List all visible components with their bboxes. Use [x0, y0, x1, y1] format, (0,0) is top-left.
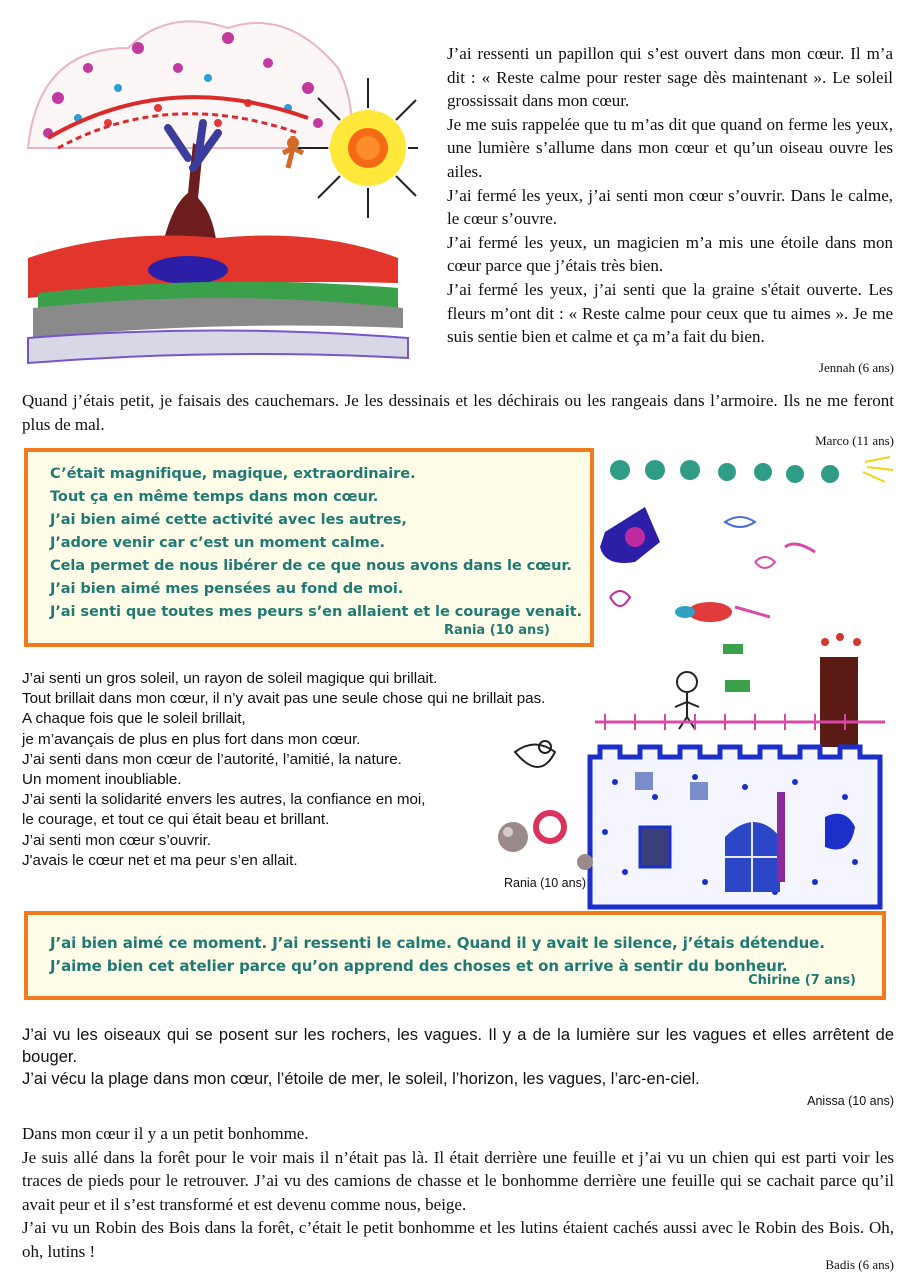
rania-line: le courage, et tout ce qui était beau et brillant. [22, 811, 330, 829]
rania-box-line: J’adore venir car c’est un moment calme. [50, 534, 385, 551]
rania-line: Tout brillait dans mon cœur, il n’y avait pas une seule chose qui ne brillait pas. [22, 690, 546, 708]
drawing-castle [495, 452, 895, 912]
rania-text-author: Rania (10 ans) [504, 876, 586, 890]
rania-box-line: J’ai senti que toutes mes peurs s’en allaient et le courage venait. [50, 603, 582, 620]
rania-line: Un moment inoubliable. [22, 771, 182, 789]
chirine-box-author: Chirine (7 ans) [748, 973, 856, 988]
badis-author: Badis (6 ans) [825, 1257, 894, 1272]
rania-box-line: J’ai bien aimé mes pensées au fond de moi. [50, 580, 404, 597]
jennah-paragraph: J’ai fermé les yeux, j’ai senti que la graine s'était ouverte. Les fleurs m’ont dit : « Reste calme pour ceux que tu aimes ». Je me suis sentie bien et calme et ça m’a fait du bien. [447, 279, 893, 347]
badis-paragraph: Je suis allé dans la forêt pour le voir mais il n’était pas là. Il était derrière une feuille et j’ai vu un chien qui est parti voir les traces de pieds pour le retrouver. J’ai vu des camions de chasse et le bonhomme derrière une feuille qui se cachait parce qu’il avait peur et il s’est transformé et est devenu comme nous, beige. [22, 1147, 894, 1214]
rania-box-author: Rania (10 ans) [443, 623, 550, 638]
badis-paragraph: Dans mon cœur il y a un petit bonhomme. [22, 1124, 309, 1143]
anissa-paragraph: J’ai vu les oiseaux qui se posent sur les rochers, les vagues. Il y a de la lumière sur les vagues et elles arrêtent de bouger. [22, 1026, 894, 1066]
jennah-paragraph: J’ai ressenti un papillon qui s’est ouvert dans mon cœur. Il m’a dit : « Reste calme pour rester sage dès maintenant ». Le soleil grossissait dans mon cœur. [447, 44, 893, 111]
rania-box-line: Cela permet de nous libérer de ce que nous avons dans le cœur. [50, 557, 572, 574]
chirine-quote-box [24, 911, 886, 1000]
jennah-paragraph: J’ai fermé les yeux, un magicien m’a mis une étoile dans mon cœur parce que j’étais très bien. [447, 232, 893, 276]
rania-box-line: Tout ça en même temps dans mon cœur. [50, 488, 379, 505]
rania-box-line: J’ai bien aimé cette activité avec les autres, [50, 511, 407, 528]
rania-line: J’ai senti mon cœur s’ouvrir. [22, 831, 212, 849]
anissa-text [22, 1024, 894, 1090]
marco-text: Quand j’étais petit, je faisais des cauchemars. Je les dessinais et les déchirais ou les rangeais dans l’armoire. Ils ne me feront plus de mal. [22, 391, 894, 434]
rania-text [22, 669, 545, 871]
rania-line: J’ai senti dans mon cœur de l’autorité, l’amitié, la nature. [22, 750, 402, 768]
chirine-box-line: J’aime bien cet atelier parce qu’on apprend des choses et on arrive à sentir du bonheur. [50, 957, 788, 975]
rania-line: J’ai senti un gros soleil, un rayon de soleil magique qui brillait. [22, 670, 438, 687]
rania-line: A chaque fois que le soleil brillait, [22, 710, 246, 728]
jennah-text [447, 42, 893, 349]
drawing-tree-sun [18, 8, 418, 368]
jennah-author: Jennah (6 ans) [818, 360, 894, 375]
marco-author: Marco (11 ans) [815, 433, 894, 448]
rania-line: J'avais le cœur net et ma peur s’en allait. [22, 851, 298, 869]
chirine-box-line: J’ai bien aimé ce moment. J’ai ressenti le calme. Quand il y avait le silence, j’étais détendue. [50, 934, 825, 952]
anissa-paragraph: J’ai vécu la plage dans mon cœur, l’étoile de mer, le soleil, l’horizon, les vagues, l’arc-en-ciel. [22, 1070, 700, 1088]
jennah-paragraph: Je me suis rappelée que tu m’as dit que quand on ferme les yeux, une lumière s’allume dans mon cœur et qu’un oiseau ouvre les ailes. [447, 114, 893, 181]
rania-box-line: C’était magnifique, magique, extraordinaire. [50, 465, 416, 482]
anissa-author: Anissa (10 ans) [807, 1094, 894, 1108]
badis-text [22, 1122, 894, 1264]
badis-paragraph: J’ai vu un Robin des Bois dans la forêt, c’était le petit bonhomme et les lutins étaient cachés aussi avec le Robin des Bois. Oh, oh, lutins ! [22, 1218, 894, 1261]
rania-line: J’ai senti la solidarité envers les autres, la confiance en moi, [22, 791, 426, 809]
jennah-paragraph: J’ai fermé les yeux, j’ai senti mon cœur s’ouvrir. Dans le calme, le cœur s’ouvre. [447, 185, 893, 229]
rania-line: je m’avançais de plus en plus fort dans mon cœur. [22, 730, 361, 748]
